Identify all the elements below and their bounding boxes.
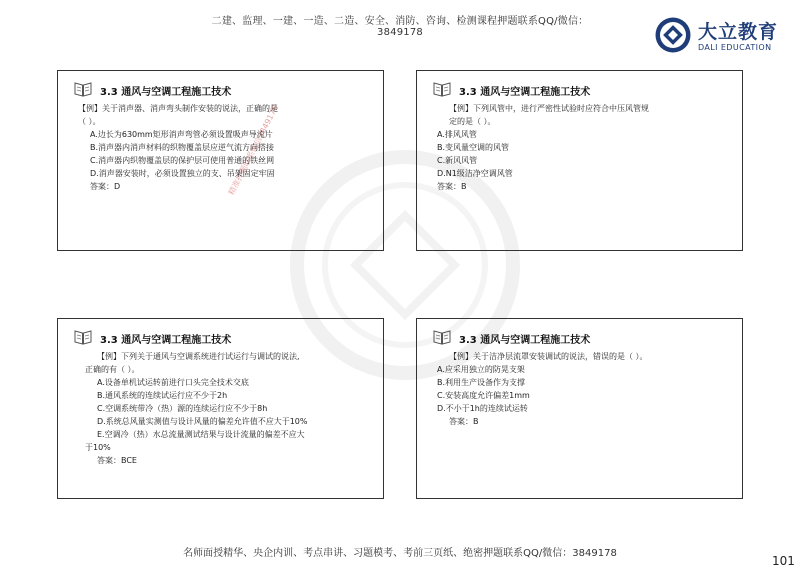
question-stem: 【例】下列关于通风与空调系统进行试运行与调试的说法, — [97, 352, 300, 361]
option-b: B.通风系统的连续试运行应不少于2h — [97, 391, 228, 400]
option-b: B.变风量空调的风管 — [437, 143, 510, 152]
book-icon — [433, 80, 451, 98]
card-body — [85, 350, 307, 467]
book-icon — [74, 328, 92, 346]
card-body — [437, 102, 649, 193]
option-a: A.排风风管 — [437, 130, 477, 139]
dali-logo — [654, 16, 794, 60]
option-b: B.消声器内消声材料的织物覆盖层应逆气流方向搭接 — [90, 143, 275, 152]
card-header — [433, 80, 693, 100]
book-icon — [74, 80, 92, 98]
answer: 答案：D — [90, 182, 121, 191]
card-body — [78, 102, 278, 193]
question-stem: 【例】关于消声器、消声弯头制作安装的说法，正确的是 — [78, 104, 278, 113]
watermark-text: 精准押题联系微信3849178 — [226, 103, 281, 197]
answer: 答案：B — [449, 417, 479, 426]
option-c: C.安装高度允许偏差1mm — [437, 391, 530, 400]
answer: 答案：BCE — [97, 456, 137, 465]
card-title: 3.3 通风与空调工程施工技术 — [100, 87, 232, 98]
header-banner: 二建、监理、一建、一造、二造、安全、消防、咨询、检测课程押题联系QQ/微信：3849178 — [211, 16, 589, 38]
question-stem-cont: （ ）。 — [78, 117, 101, 126]
option-b: B.利用生产设备作为支撑 — [437, 378, 526, 387]
question-stem: 【例】关于洁净层流罩安装调试的说法，错误的是（ ）。 — [449, 352, 648, 361]
option-c: C.空调系统带冷（热）源的连续运行应不少于8h — [97, 404, 268, 413]
question-card-2 — [416, 70, 743, 251]
page-number: 101 — [772, 554, 795, 566]
card-header — [74, 328, 334, 348]
option-e: E.空调冷（热）水总流量测试结果与设计流量的偏差不应大 — [97, 430, 305, 439]
option-d: D.消声器安装时，必须设置独立的支、吊架固定牢固 — [90, 169, 275, 178]
logo-english-name: DALI EDUCATION — [698, 43, 772, 52]
card-body — [437, 350, 648, 428]
question-stem: 【例】下列风管中，进行严密性试验时应符合中压风管规 — [449, 104, 649, 113]
option-c: C.消声器内织物覆盖层的保护层可使用普通的铁丝网 — [90, 156, 275, 165]
card-header — [74, 80, 334, 100]
card-title: 3.3 通风与空调工程施工技术 — [459, 87, 591, 98]
question-card-4 — [416, 318, 743, 499]
footer-banner: 名师面授精华、央企内训、考点串讲、习题模考、考前三页纸、绝密押题联系QQ/微信：3849178 — [183, 548, 617, 559]
question-card-3 — [57, 318, 384, 499]
option-d: D.N1级洁净空调风管 — [437, 169, 513, 178]
option-d: D.系统总风量实测值与设计风量的偏差允许值不应大于10% — [97, 417, 308, 426]
card-title: 3.3 通风与空调工程施工技术 — [100, 335, 232, 346]
question-stem-cont: 正确的有（ ）。 — [85, 365, 140, 374]
card-header — [433, 328, 693, 348]
logo-chinese-name: 大立教育 — [698, 21, 779, 43]
question-stem-cont: 定的是（ ）。 — [449, 117, 496, 126]
dali-logo-icon — [654, 16, 692, 54]
option-a: A.应采用独立的防晃支架 — [437, 365, 525, 374]
book-icon — [433, 328, 451, 346]
question-card-1 — [57, 70, 384, 251]
option-e-cont: 于10% — [85, 443, 111, 452]
option-d: D.不小于1h的连续试运转 — [437, 404, 528, 413]
answer: 答案：B — [437, 182, 467, 191]
card-title: 3.3 通风与空调工程施工技术 — [459, 335, 591, 346]
option-a: A.边长为630mm矩形消声弯管必须设置吸声导流片 — [90, 130, 273, 139]
option-c: C.新风风管 — [437, 156, 478, 165]
option-a: A.设备单机试运转前进行口头完全技术交底 — [97, 378, 249, 387]
